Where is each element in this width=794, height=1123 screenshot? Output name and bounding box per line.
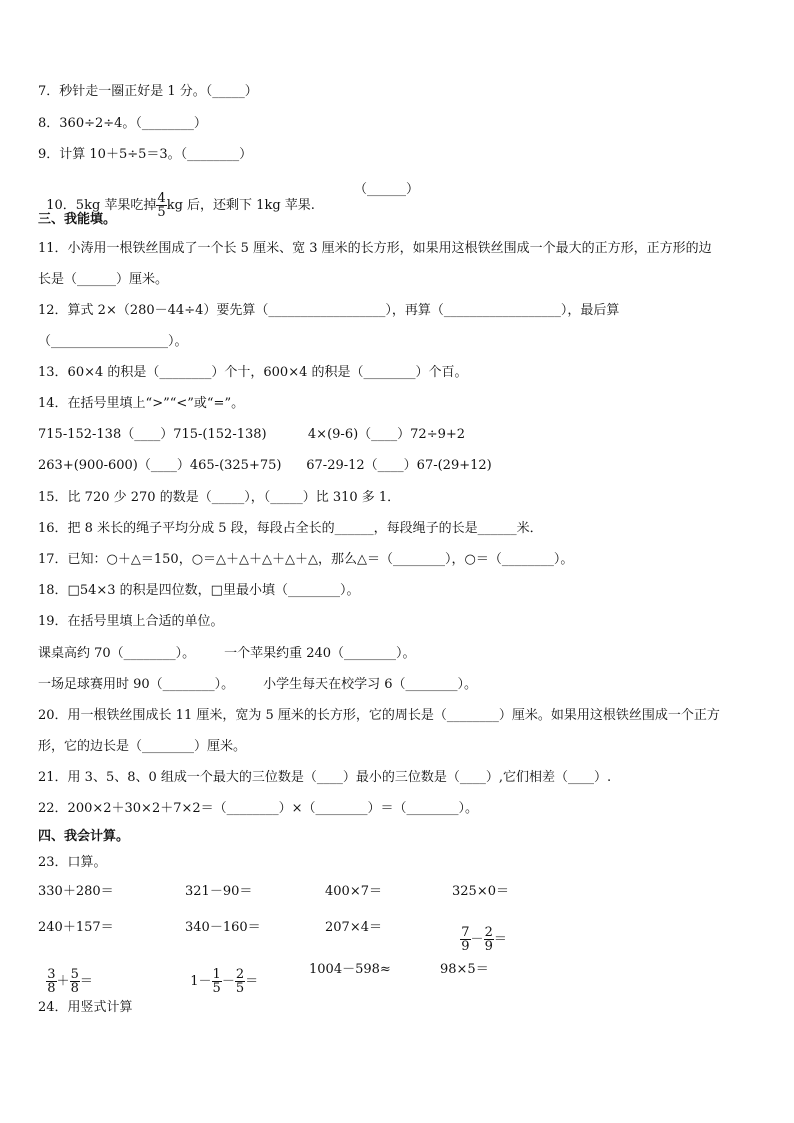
q12-line2: （__________________）。 [38, 334, 188, 349]
q10-blank: （______） [354, 182, 420, 197]
section-3-heading: 三、我能填。 [38, 212, 117, 227]
q11-line1: 11．小涛用一根铁丝围成了一个长 5 厘米、宽 3 厘米的长方形，如果用这根铁丝围成一个最大的正方形，正方形的边 [38, 241, 712, 256]
calc-fraction-item: $\frac{3}{8}$ ＋ $\frac{5}{8}$ ＝ [47, 967, 93, 996]
q9: 9．计算 10＋5÷5＝3。（________） [38, 147, 253, 162]
q17: 17．已知：○＋△＝150，○＝△＋△＋△＋△＋△，那么△＝（________），○＝（________）。 [38, 552, 574, 567]
q8: 8．360÷2÷4。（________） [38, 116, 207, 131]
calc-item: 98×5＝ [440, 962, 489, 977]
calc-item: 240＋157＝ [38, 920, 114, 935]
q20-line1: 20．用一根铁丝围成长 11 厘米，宽为 5 厘米的长方形，它的周长是（________）厘米。如果用这根铁丝围成一个正方 [38, 708, 720, 723]
calc-fraction-item: 1－ $\frac{1}{5}$ － $\frac{2}{5}$ ＝ [190, 967, 259, 996]
q20-line2: 形，它的边长是（________）厘米。 [38, 739, 247, 754]
q10: 10．5kg 苹果吃掉 $\frac{4}{5}$ kg 后，还剩下 1kg 苹果. [46, 191, 315, 220]
q16: 16．把 8 米长的绳子平均分成 5 段，每段占全长的______，每段绳子的长是______米． [38, 521, 543, 536]
section-4-heading: 四、我会计算。 [38, 829, 130, 844]
calc-item: 207×4＝ [325, 920, 382, 935]
q11-line2: 长是（______）厘米。 [38, 272, 169, 287]
q7: 7．秒针走一圈正好是 1 分。（_____） [38, 84, 258, 99]
q22: 22．200×2＋30×2＋7×2＝（________）×（________）＝（________）。 [38, 801, 479, 816]
calc-fraction-item: $\frac{7}{9}$ － $\frac{2}{9}$ ＝ [461, 925, 507, 954]
q24: 24．用竖式计算 [38, 1000, 133, 1015]
q18: 18．□54×3 的积是四位数，□里最小填（________）。 [38, 583, 360, 598]
q14: 14．在括号里填上“>”“<”或“=”。 [38, 396, 245, 411]
q12-line1: 12．算式 2×（280－44÷4）要先算（__________________），再算（__________________），最后算 [38, 303, 620, 318]
q19: 19．在括号里填上合适的单位。 [38, 614, 224, 629]
q13: 13．60×4 的积是（________）个十，600×4 的积是（________）个百。 [38, 365, 468, 380]
calc-item: 400×7＝ [325, 884, 382, 899]
calc-item: 340－160＝ [185, 920, 261, 935]
q19-row1: 课桌高约 70（________）。 一个苹果约重 240（________）。 [38, 646, 416, 661]
q23: 23．口算。 [38, 855, 107, 870]
q14-row2: 263+(900-600)（____）465-(325+75) 67-29-12（____）67-(29+12) [38, 458, 492, 473]
calc-item: 1004－598≈ [309, 962, 391, 977]
calc-item: 321－90＝ [185, 884, 253, 899]
calc-item: 330＋280＝ [38, 884, 114, 899]
calc-item: 325×0＝ [452, 884, 509, 899]
q21: 21．用 3、5、8、0 组成一个最大的三位数是（____）最小的三位数是（____）,它们相差（____）. [38, 770, 612, 785]
q19-row2: 一场足球赛用时 90（________）。 小学生每天在校学习 6（________）。 [38, 677, 478, 692]
q14-row1: 715-152-138（____）715-(152-138) 4×(9-6)（____）72÷9+2 [38, 427, 466, 442]
q10-fraction: $\frac{4}{5}$ [157, 191, 166, 220]
q15: 15．比 720 少 270 的数是（_____），（_____）比 310 多 1． [38, 490, 401, 505]
